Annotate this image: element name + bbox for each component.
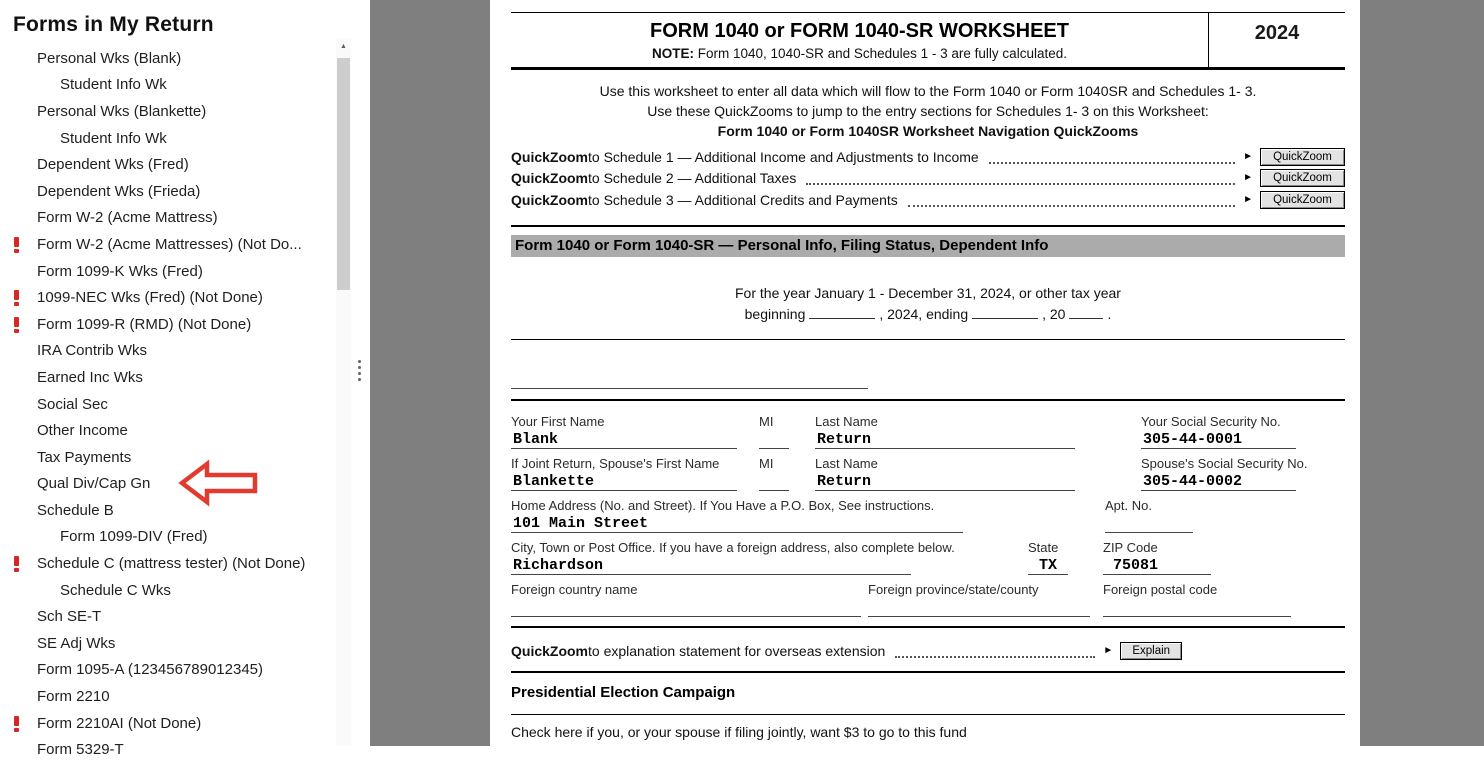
intro-line-2: Use these QuickZooms to jump to the entry sections for Schedules 1- 3 on this Worksheet: [647,103,1209,119]
home-address-field[interactable]: 101 Main Street [511,513,963,533]
form-header [511,12,1345,70]
sidebar-form-item[interactable] [0,231,336,258]
sidebar-form-item-label: Form 2210AI (Not Done) [37,714,202,732]
quickzoom-row-schedule3 [511,189,1345,211]
section-divider [511,225,1345,227]
quickzoom-description: to Schedule 2 — Additional Taxes [588,170,797,187]
ending-date-field[interactable] [972,306,1038,319]
sidebar-form-item[interactable] [0,417,336,444]
sidebar-form-item[interactable] [0,205,336,232]
sidebar-form-item[interactable] [0,258,336,285]
beginning-date-field[interactable] [809,306,875,319]
form-note [515,46,1204,61]
spouse-first-name-label: If Joint Return, Spouse's First Name [511,455,720,471]
sidebar-form-item[interactable] [0,630,336,657]
heavy-divider [511,399,1345,401]
sidebar-form-item-label: Student Info Wk [60,129,167,147]
apt-no-field[interactable] [1105,513,1193,533]
sidebar-form-item[interactable] [0,683,336,710]
quickzoom-schedule3-button[interactable]: QuickZoom [1260,191,1345,209]
note-text: Form 1040, 1040-SR and Schedules 1 - 3 are fully calculated. [694,46,1067,61]
sidebar-form-item[interactable] [0,391,336,418]
sidebar-form-item[interactable] [0,98,336,125]
sidebar-form-item-label: Form 5329-T [37,741,124,759]
sidebar-form-item-label: Tax Payments [37,448,132,466]
sidebar-form-item[interactable] [0,364,336,391]
tax-year-block [511,283,1345,325]
sidebar-form-item[interactable] [0,657,336,684]
sidebar-form-item-label: Sch SE-T [37,608,102,626]
form-viewer [370,0,1484,746]
tax-year-badge: 2024 [1208,13,1345,67]
sidebar-form-item-label: Schedule B [37,501,114,519]
pane-splitter[interactable] [351,0,370,746]
sidebar-form-item[interactable] [0,45,336,72]
forms-list [0,45,336,763]
sidebar-form-item-label: Form W-2 (Acme Mattresses) (Not Do... [37,235,302,253]
thin-divider [511,714,1345,715]
state-field[interactable]: TX [1028,555,1068,575]
ssn-label: Your Social Security No. [1141,413,1281,429]
year-prefix-label: , 20 [1042,305,1066,322]
mi-field[interactable] [759,429,789,449]
quickzoom-description: to explanation statement for overseas extension [588,643,886,660]
quickzoom-prefix: QuickZoom [511,170,589,187]
spouse-ssn-field[interactable]: 305-44-0002 [1141,471,1296,491]
sidebar-form-item-label: 1099-NEC Wks (Fred) (Not Done) [37,289,263,307]
apt-no-label: Apt. No. [1105,497,1152,513]
explain-button[interactable]: Explain [1120,642,1182,660]
quickzoom-description: to Schedule 3 — Additional Credits and Payments [588,191,898,208]
quickzoom-arrow-icon: ► [1243,193,1253,205]
filing-blank-field[interactable] [511,388,868,389]
sidebar-form-item-label: Personal Wks (Blankette) [37,102,207,120]
foreign-country-field[interactable] [511,597,861,617]
sidebar-form-item-label: Schedule C Wks [60,581,171,599]
sidebar-form-item-label: Personal Wks (Blank) [37,49,182,67]
presidential-section-title: Presidential Election Campaign [511,684,736,701]
sidebar-title: Forms in My Return [13,13,214,36]
sidebar-form-item-label: Social Sec [37,395,108,413]
section-bar: Form 1040 or Form 1040-SR — Personal Info, Filing Status, Dependent Info [511,235,1345,257]
beginning-label: beginning [744,305,806,322]
spouse-last-name-label: Last Name [815,455,878,471]
quickzoom-row-schedule2 [511,168,1345,190]
sidebar-form-item-label: Earned Inc Wks [37,368,143,386]
sidebar-form-item-label: Other Income [37,422,128,440]
not-done-alert-icon [14,317,19,333]
dotted-leader [806,183,1235,185]
spouse-ssn-label: Spouse's Social Security No. [1141,455,1308,471]
splitter-grip-icon[interactable] [358,360,361,381]
quickzoom-schedule2-button[interactable]: QuickZoom [1260,169,1345,187]
sidebar-form-item[interactable] [0,603,336,630]
scrollbar-thumb[interactable] [337,58,350,290]
quickzoom-description: to Schedule 1 — Additional Income and Adjustments to Income [588,148,979,165]
sidebar-form-item[interactable] [0,284,336,311]
sidebar-form-item[interactable] [0,497,336,524]
dotted-leader [989,162,1235,164]
first-name-label: Your First Name [511,413,605,429]
sidebar-form-item-label: Qual Div/Cap Gn [37,475,151,493]
quickzoom-arrow-icon: ► [1103,645,1114,657]
taxpayer-name-row [511,414,1345,449]
sidebar-form-item[interactable] [0,524,336,551]
sidebar-form-item-label: Dependent Wks (Fred) [37,156,189,174]
forms-sidebar [0,0,336,759]
sidebar-form-item-label: Form W-2 (Acme Mattress) [37,209,218,227]
dotted-leader [895,656,1095,658]
not-done-alert-icon [14,716,19,732]
sidebar-form-item[interactable] [0,736,336,763]
sidebar-scrollbar[interactable] [336,38,351,746]
sidebar-form-item[interactable] [0,710,336,737]
intro-line-3: Form 1040 or Form 1040SR Worksheet Navigation QuickZooms [717,123,1139,139]
heavy-divider [511,671,1345,673]
form-title: FORM 1040 or FORM 1040-SR WORKSHEET [650,20,1069,42]
sidebar-form-item[interactable] [0,125,336,152]
sidebar-form-item[interactable] [0,444,336,471]
quickzoom-arrow-icon: ► [1243,172,1253,184]
quickzoom-arrow-icon: ► [1243,150,1253,162]
sidebar-form-item-label: Form 1099-R (RMD) (Not Done) [37,315,252,333]
spouse-last-name-field[interactable]: Return [815,471,1075,491]
home-address-row [511,498,1345,533]
sidebar-form-item-label: Form 2210 [37,688,110,706]
quickzoom-prefix: QuickZoom [511,148,589,165]
thin-divider [511,339,1345,340]
foreign-province-label: Foreign province/state/county [868,581,1039,597]
not-done-alert-icon [14,556,19,572]
red-pointer-arrow-annotation [176,460,260,506]
spouse-first-name-field[interactable]: Blankette [511,471,737,491]
tax-year-line-2 [511,304,1345,325]
quickzoom-prefix: QuickZoom [511,643,589,660]
sidebar-form-item[interactable] [0,338,336,365]
sidebar-form-item[interactable] [0,311,336,338]
sidebar-form-item-label: Schedule C (mattress tester) (Not Done) [37,555,306,573]
home-address-label: Home Address (No. and Street). If You Have a P.O. Box, See instructions. [511,497,935,513]
quickzoom-row-schedule1 [511,146,1345,168]
quickzoom-schedule1-button[interactable]: QuickZoom [1260,148,1345,166]
not-done-alert-icon [14,237,19,253]
sidebar-form-item[interactable] [0,550,336,577]
ending-label: , 2024, ending [879,305,969,322]
state-label: State [1028,539,1059,555]
intro-line-1: Use this worksheet to enter all data which will flow to the Form 1040 or Form 1040SR and Schedules 1- 3. [599,83,1257,99]
foreign-country-label: Foreign country name [511,581,638,597]
sidebar-form-item[interactable] [0,72,336,99]
city-label: City, Town or Post Office. If you have a foreign address, also complete below. [511,539,955,555]
sidebar-form-item[interactable] [0,577,336,604]
ending-year-field[interactable] [1069,306,1103,319]
quickzoom-prefix: QuickZoom [511,191,589,208]
presidential-checkbox-row[interactable]: Check here if you, or your spouse if filing jointly, want $3 to go to this fund [511,724,967,740]
sidebar-form-item-label: Form 1095-A (123456789012345) [37,661,263,679]
spouse-name-row [511,456,1345,491]
city-field[interactable]: Richardson [511,555,911,575]
quickzoom-block [511,146,1345,211]
sidebar-form-item-label: IRA Contrib Wks [37,342,148,360]
explain-quickzoom-row [511,641,1345,663]
mi-label: MI [759,413,774,429]
foreign-address-row [511,582,1345,617]
city-state-zip-row [511,540,1345,575]
first-name-field[interactable]: Blank [511,429,737,449]
sidebar-form-item[interactable] [0,471,336,498]
sidebar-form-item-label: Form 1099-K Wks (Fred) [37,262,203,280]
zip-field[interactable]: 75081 [1103,555,1211,575]
heavy-divider [511,626,1345,628]
not-done-alert-icon [14,290,19,306]
spouse-mi-label: MI [759,455,774,471]
sidebar-form-item-label: Form 1099-DIV (Fred) [60,528,208,546]
sidebar-form-item-label: Student Info Wk [60,76,167,94]
sidebar-form-item[interactable] [0,151,336,178]
sidebar-form-item-label: Dependent Wks (Frieda) [37,182,201,200]
dotted-leader [908,205,1235,207]
sidebar-form-item[interactable] [0,178,336,205]
tax-year-line-1: For the year January 1 - December 31, 2024, or other tax year [735,284,1121,301]
form-page [490,0,1360,746]
spouse-mi-field[interactable] [759,471,789,491]
sidebar-form-item-label: SE Adj Wks [37,634,116,652]
note-label: NOTE: [652,46,695,61]
foreign-postal-field[interactable] [1103,597,1291,617]
scroll-up-icon[interactable]: ▲ [340,42,347,50]
intro-block [511,81,1345,141]
ssn-field[interactable]: 305-44-0001 [1141,429,1296,449]
last-name-field[interactable]: Return [815,429,1075,449]
last-name-label: Last Name [815,413,878,429]
period-label: . [1107,305,1112,322]
foreign-postal-label: Foreign postal code [1103,581,1218,597]
zip-label: ZIP Code [1103,539,1158,555]
foreign-province-field[interactable] [868,597,1090,617]
